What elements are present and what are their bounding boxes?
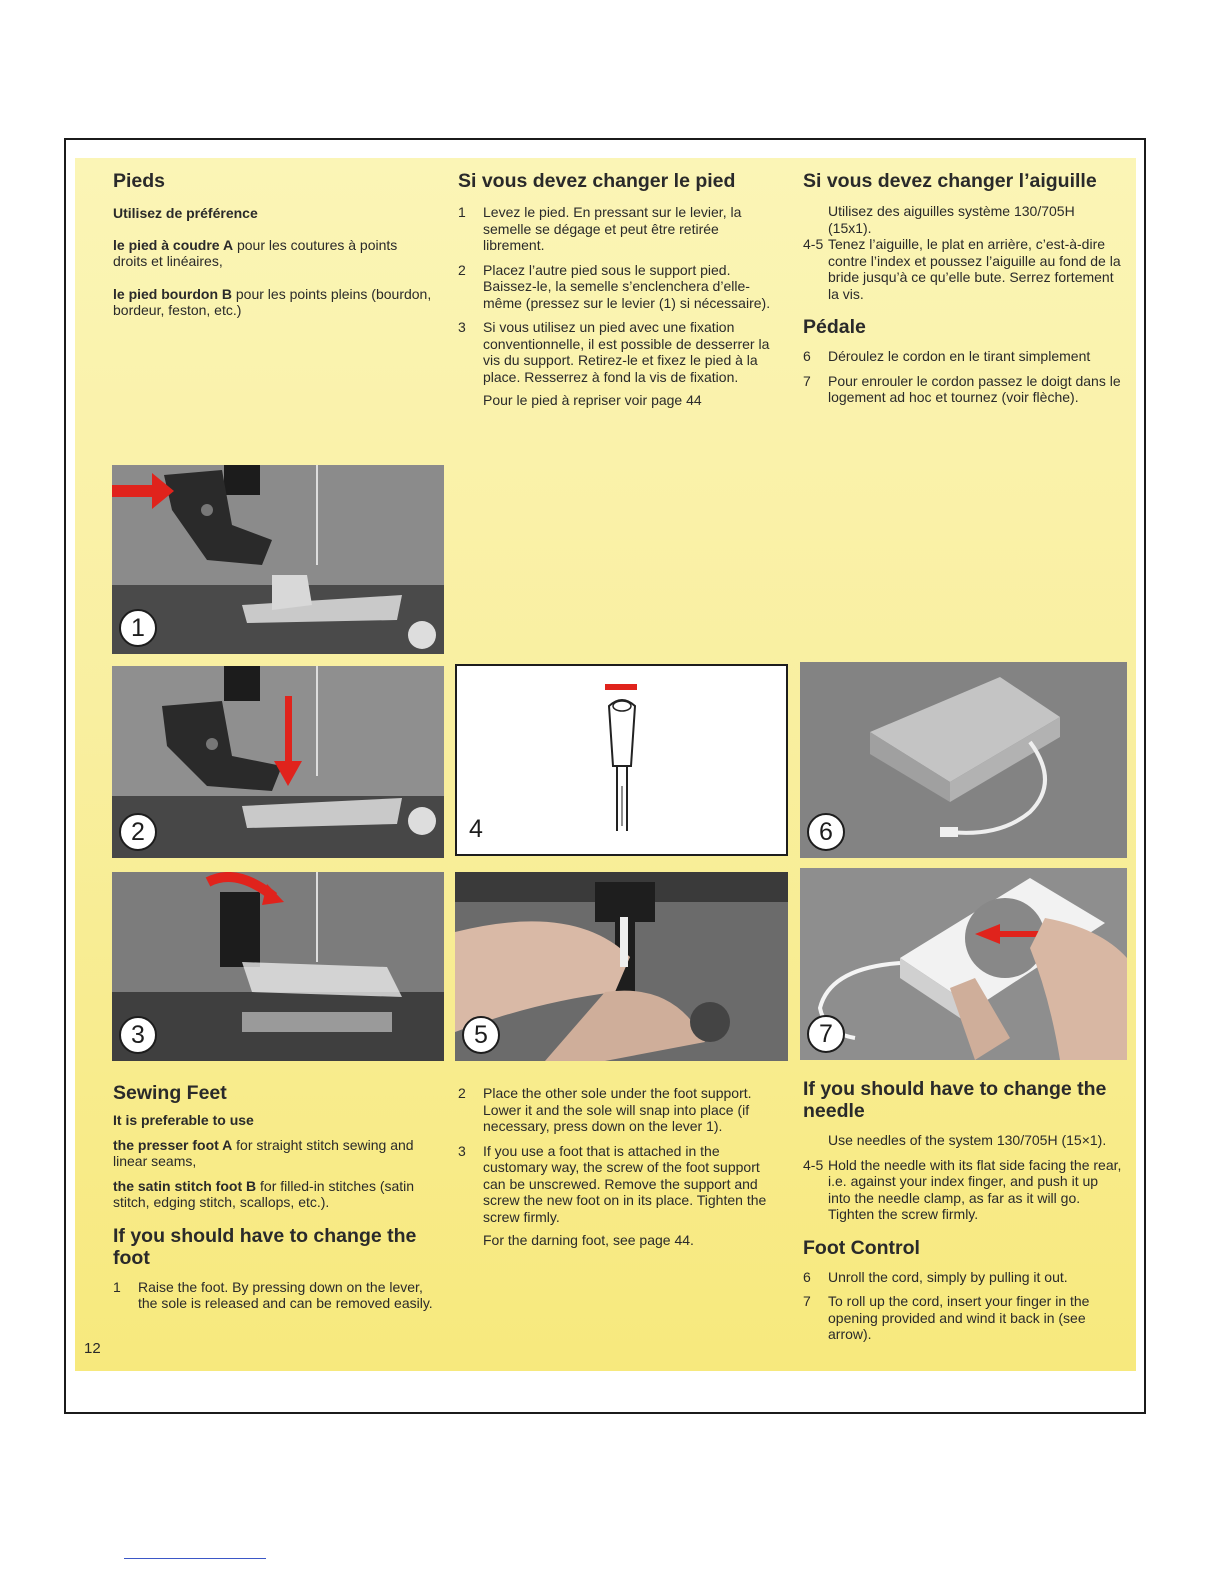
en-foot-a <box>113 1137 433 1170</box>
fr-step <box>803 373 1121 406</box>
figure-5-number: 5 <box>462 1016 500 1054</box>
fr-step-text: Si vous utilisez un pied avec une fixation conventionnelle, il est possible de desserrer la vis du support. Retirez-le et fixez le pied à la place. Resserrez à fond la vis de fixation. <box>483 319 770 385</box>
figure-4-number: 4 <box>469 815 483 843</box>
fr-step <box>458 319 774 385</box>
fr-step-text: Levez le pied. En pressant sur le levier, la semelle se dégage et peut être retirée librement. <box>483 204 742 253</box>
figure-1-photo <box>112 465 444 654</box>
fr-feet-section <box>113 170 433 319</box>
fr-needle-title: Si vous devez changer l’aiguille <box>803 170 1097 192</box>
fr-pedal-title: Pédale <box>803 316 866 338</box>
fr-step-number: 4-5 <box>803 236 824 252</box>
en-step <box>113 1279 433 1312</box>
figure-5-photo <box>455 872 788 1061</box>
fr-foot-b-name: le pied bourdon B <box>113 285 232 302</box>
fr-needle-section <box>803 170 1121 406</box>
figure-3-number: 3 <box>119 1016 157 1054</box>
fr-foot-a-desc: pour les coutures à points droits et linéaires, <box>113 236 398 269</box>
page-number: 12 <box>84 1340 101 1357</box>
fr-change-foot-title: Si vous devez changer le pied <box>458 170 736 192</box>
en-needle-title: If you should have to change the needle <box>803 1078 1107 1122</box>
fr-step-number: 7 <box>803 372 811 389</box>
en-foot-b <box>113 1178 433 1211</box>
en-step-number: 1 <box>113 1278 121 1295</box>
en-needle-intro: Use needles of the system 130/705H (15×1). <box>828 1132 1107 1148</box>
fr-step <box>458 204 774 254</box>
en-step-number: 4-5 <box>803 1156 824 1173</box>
figure-1-number: 1 <box>119 609 157 647</box>
figure-7-number: 7 <box>807 1015 845 1053</box>
presser-foot-illustration <box>112 465 444 654</box>
fr-foot-b-desc: pour les points pleins (bourdon, bordeur, feston, etc.) <box>113 285 432 318</box>
fr-step-text: Tenez l’aiguille, le plat en arrière, c’est-à-dire contre l’index et poussez l’aiguille au fond de la bride jusqu’à ce qu’elle bute. Serrez fortement la vis. <box>828 236 1121 302</box>
en-feet-subtitle: It is preferable to use <box>113 1112 254 1128</box>
en-step-text: If you use a foot that is attached in the customary way, the screw of the foot support can be unscrewed. Remove the support and screw the new foot on in its place. Tighten the screw firmly. <box>483 1142 767 1225</box>
fr-step-text: Pour enrouler le cordon passez le doigt dans le logement ad hoc et tournez (voir flèche). <box>828 372 1121 405</box>
figure-6-photo <box>800 662 1127 858</box>
en-step <box>803 1293 1123 1343</box>
en-step <box>458 1085 774 1135</box>
fr-step-number: 3 <box>458 319 466 335</box>
en-step-number: 2 <box>458 1085 466 1101</box>
en-change-foot-title: If you should have to change the foot <box>113 1224 417 1269</box>
en-step-number: 7 <box>803 1293 811 1309</box>
en-change-foot-steps <box>458 1085 774 1249</box>
needle-icon <box>457 666 786 854</box>
en-step <box>803 1269 1123 1286</box>
en-foot-control-title: Foot Control <box>803 1236 920 1259</box>
fr-step <box>803 348 1121 365</box>
lower-foot-illustration <box>112 666 444 858</box>
en-step-text: Hold the needle with its flat side facing the rear, i.e. against your index finger, and push it up into the needle clamp, as far as it will go. Tighten the screw firmly. <box>828 1156 1122 1222</box>
en-foot-a-desc: for straight stitch sewing and linear seams, <box>113 1136 414 1169</box>
en-feet-title: Sewing Feet <box>113 1082 227 1104</box>
en-step-text: Place the other sole under the foot support. Lower it and the sole will snap into place (if necessary, press down on the lever 1). <box>483 1085 752 1134</box>
en-foot-b-desc: for filled-in stitches (satin stitch, edging stitch, scallops, etc.). <box>113 1177 415 1210</box>
fr-step-number: 6 <box>803 348 811 364</box>
fr-step <box>458 262 774 312</box>
fr-needle-intro: Utilisez des aiguilles système 130/705H (15x1). <box>828 203 1075 236</box>
en-step-number: 6 <box>803 1268 811 1285</box>
attach-foot-illustration <box>112 872 444 1061</box>
figure-4-drawing <box>455 664 788 856</box>
en-darning-note: For the darning foot, see page 44. <box>483 1232 694 1248</box>
fr-foot-a-name: le pied à coudre A <box>113 236 234 253</box>
figure-2-photo <box>112 666 444 858</box>
insert-needle-illustration <box>455 872 788 1061</box>
fr-feet-title: Pieds <box>113 170 166 192</box>
figure-7-photo <box>800 868 1127 1060</box>
en-step-text: To roll up the cord, insert your finger in the opening provided and wind it back in (see arrow). <box>828 1293 1090 1342</box>
fr-foot-a <box>113 237 433 270</box>
footer-divider <box>124 1558 266 1559</box>
fr-darning-note: Pour le pied à repriser voir page 44 <box>483 392 702 408</box>
fr-needle-step <box>803 236 1121 302</box>
fr-feet-subtitle: Utilisez de préférence <box>113 205 258 221</box>
figure-6-number: 6 <box>807 813 845 851</box>
en-step <box>458 1143 774 1226</box>
fr-foot-b <box>113 286 433 319</box>
fr-step-number: 2 <box>458 261 466 278</box>
en-step-number: 3 <box>458 1142 466 1159</box>
en-needle-section <box>803 1078 1123 1343</box>
en-needle-step <box>803 1157 1123 1223</box>
en-step-text: Raise the foot. By pressing down on the lever, the sole is released and can be removed easily. <box>138 1278 433 1311</box>
fr-change-foot-section <box>458 170 774 409</box>
wind-cord-illustration <box>800 868 1127 1060</box>
en-foot-a-name: the presser foot A <box>113 1136 233 1153</box>
en-step-text: Unroll the cord, simply by pulling it out. <box>828 1268 1068 1285</box>
fr-step-text: Placez l’autre pied sous le support pied. Baissez-le, la semelle s’enclenchera d’elle-même (pressez sur le levier (1) si nécessaire). <box>483 261 771 311</box>
en-foot-b-name: the satin stitch foot B <box>113 1177 257 1194</box>
figure-2-number: 2 <box>119 813 157 851</box>
foot-pedal-illustration <box>800 662 1127 858</box>
figure-3-photo <box>112 872 444 1061</box>
fr-step-text: Déroulez le cordon en le tirant simplement <box>828 348 1091 364</box>
en-feet-section <box>113 1082 433 1312</box>
fr-step-number: 1 <box>458 204 466 220</box>
